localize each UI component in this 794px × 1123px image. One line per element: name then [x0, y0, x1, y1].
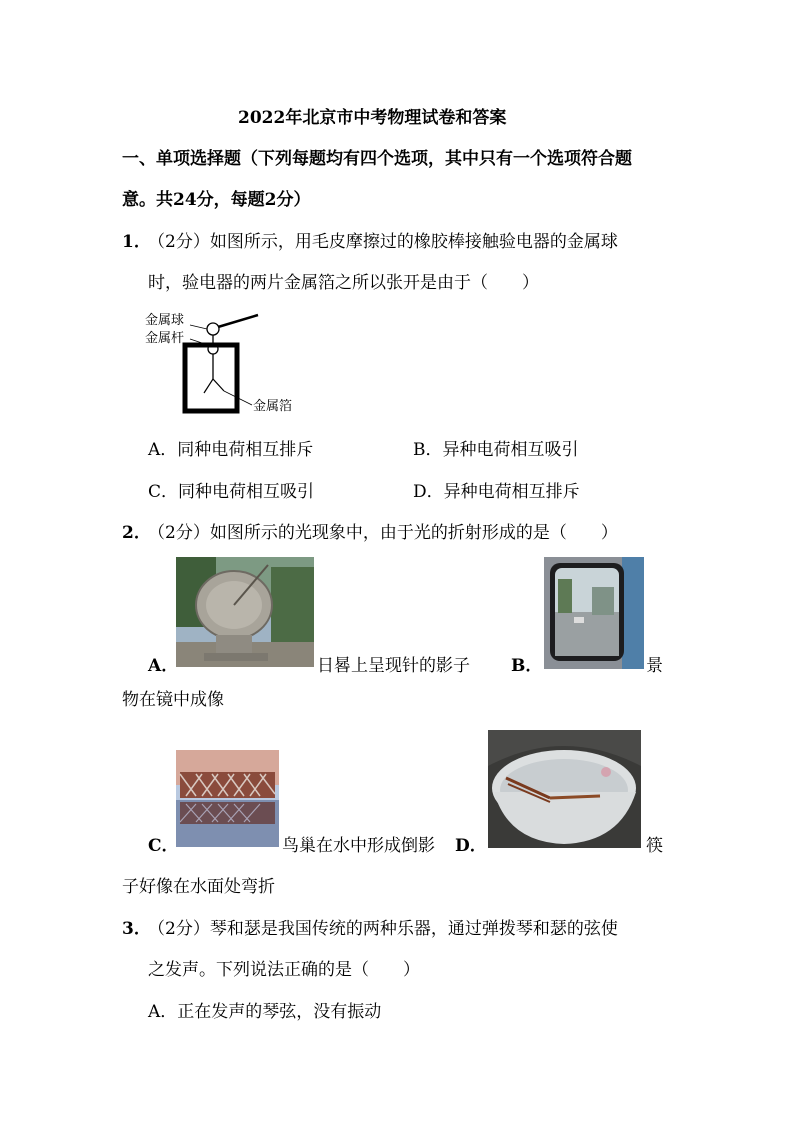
q1-stem-line2: 时，验电器的两片金属箔之所以张开是由于（ ）	[148, 273, 539, 293]
q1-stem-line1: （2分）如图所示，用毛皮摩擦过的橡胶棒接触验电器的金属球	[148, 232, 618, 252]
label-metal-foil: 金属箔	[253, 399, 293, 414]
q2-stem: （2分）如图所示的光现象中，由于光的折射形成的是（ ）	[148, 523, 618, 543]
q2-b-text-b: 物在镜中成像	[122, 690, 224, 710]
q2-c-label: C．	[148, 836, 179, 856]
chopsticks-bowl-photo	[488, 730, 641, 848]
q3-stem-line1: （2分）琴和瑟是我国传统的两种乐器，通过弹拨琴和瑟的弦使	[148, 919, 618, 939]
q1-option-b: B．异种电荷相互吸引	[413, 440, 579, 460]
section-heading-line1: 一、单项选择题（下列每题均有四个选项，其中只有一个选项符合题	[122, 149, 632, 169]
q2-number: 2．	[122, 523, 151, 543]
mirror-photo	[544, 557, 644, 669]
q3-stem-line2: 之发声。下列说法正确的是（ ）	[148, 960, 420, 980]
electroscope-figure	[140, 305, 320, 420]
q2-b-text-a: 景	[646, 656, 663, 676]
q2-a-label: A．	[148, 656, 179, 676]
q1-option-a: A．同种电荷相互排斥	[148, 440, 314, 460]
q2-d-text-a: 筷	[646, 836, 663, 856]
label-metal-ball: 金属球	[145, 313, 185, 328]
q2-d-text-b: 子好像在水面处弯折	[122, 877, 275, 897]
q1-number: 1．	[122, 232, 151, 252]
page-title: 2022年北京市中考物理试卷和答案	[238, 108, 507, 128]
q2-b-label: B．	[511, 656, 543, 676]
q2-c-text: 鸟巢在水中形成倒影	[282, 836, 435, 856]
q2-d-label: D．	[455, 836, 487, 856]
sundial-photo	[176, 557, 314, 667]
q1-option-c: C．同种电荷相互吸引	[148, 482, 315, 502]
birds-nest-photo	[176, 750, 279, 847]
q2-a-text: 日晷上呈现针的影子	[317, 656, 470, 676]
label-metal-rod: 金属杆	[145, 331, 185, 346]
section-heading-line2: 意。共24分，每题2分）	[122, 190, 311, 210]
q3-option-a: A．正在发声的琴弦，没有振动	[148, 1002, 382, 1022]
q1-option-d: D．异种电荷相互排斥	[413, 482, 580, 502]
q3-number: 3．	[122, 919, 151, 939]
